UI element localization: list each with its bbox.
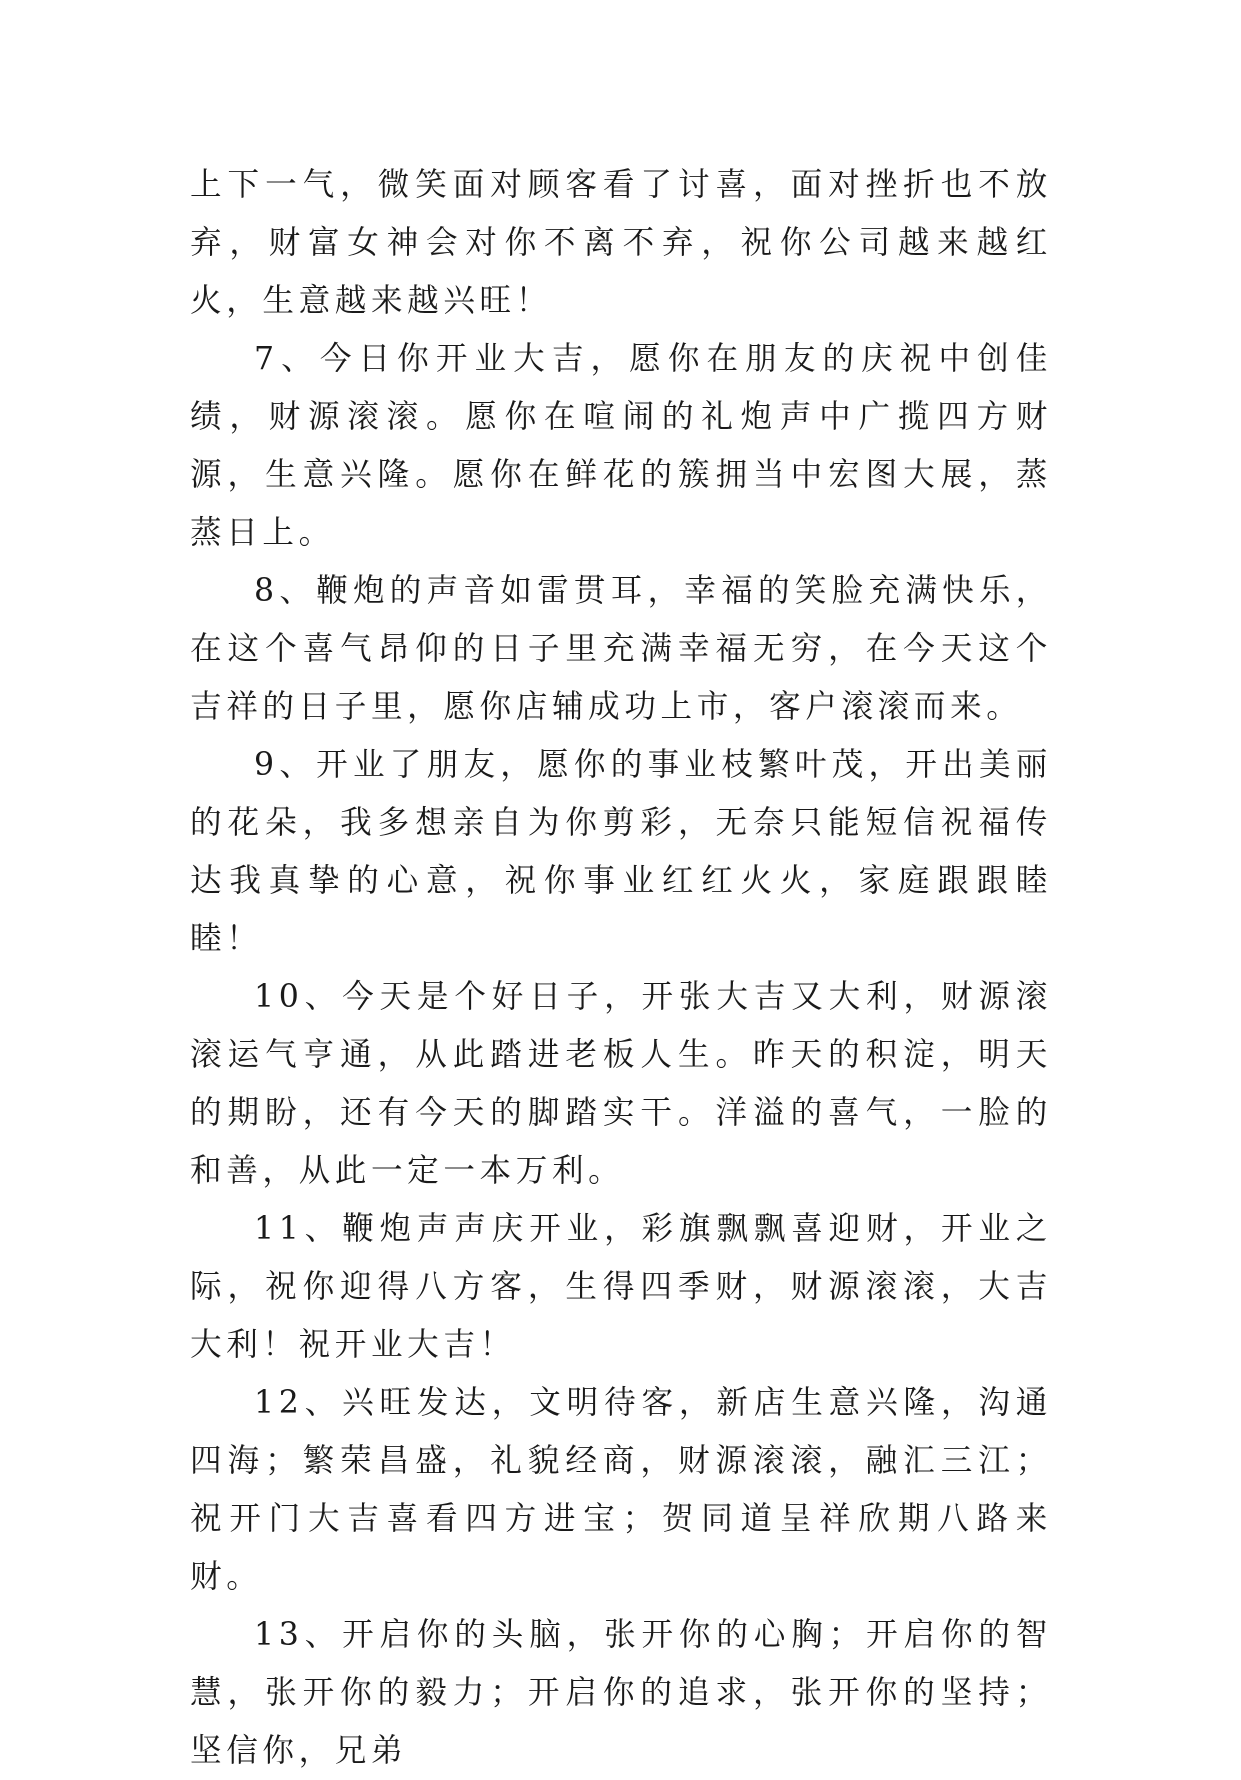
paragraph-item-8: 8、鞭炮的声音如雷贯耳，幸福的笑脸充满快乐，在这个喜气昂仰的日子里充满幸福无穷，在今天这个吉祥的日子里，愿你店辅成功上市，客户滚滚而来。 [190,573,1052,725]
paragraph-item-9: 9、开业了朋友，愿你的事业枝繁叶茂，开出美丽的花朵，我多想亲自为你剪彩，无奈只能短信祝福传达我真挚的心意，祝你事业红红火火，家庭跟跟睦睦！ [190,747,1052,957]
paragraph-item-12: 12、兴旺发达，文明待客，新店生意兴隆，沟通四海；繁荣昌盛，礼貌经商，财源滚滚，融汇三江；祝开门大吉喜看四方进宝；贺同道呈祥欣期八路来财。 [190,1385,1052,1595]
paragraph-item-10: 10、今天是个好日子，开张大吉又大利，财源滚滚运气亨通，从此踏进老板人生。昨天的积淀，明天的期盼，还有今天的脚踏实干。洋溢的喜气，一脸的和善，从此一定一本万利。 [190,979,1052,1189]
document-body [190,156,1052,1780]
paragraph-continuation: 上下一气，微笑面对顾客看了讨喜，面对挫折也不放弃，财富女神会对你不离不弃，祝你公司越来越红火，生意越来越兴旺！ [190,167,1052,319]
paragraph-item-7: 7、今日你开业大吉，愿你在朋友的庆祝中创佳绩，财源滚滚。愿你在喧闹的礼炮声中广揽四方财源，生意兴隆。愿你在鲜花的簇拥当中宏图大展，蒸蒸日上。 [190,341,1052,551]
paragraph-item-11: 11、鞭炮声声庆开业，彩旗飘飘喜迎财，开业之际，祝你迎得八方客，生得四季财，财源滚滚，大吉大利！祝开业大吉！ [190,1211,1052,1363]
paragraph-item-13: 13、开启你的头脑，张开你的心胸；开启你的智慧，张开你的毅力；开启你的追求，张开你的坚持；坚信你，兄弟 [190,1617,1052,1769]
